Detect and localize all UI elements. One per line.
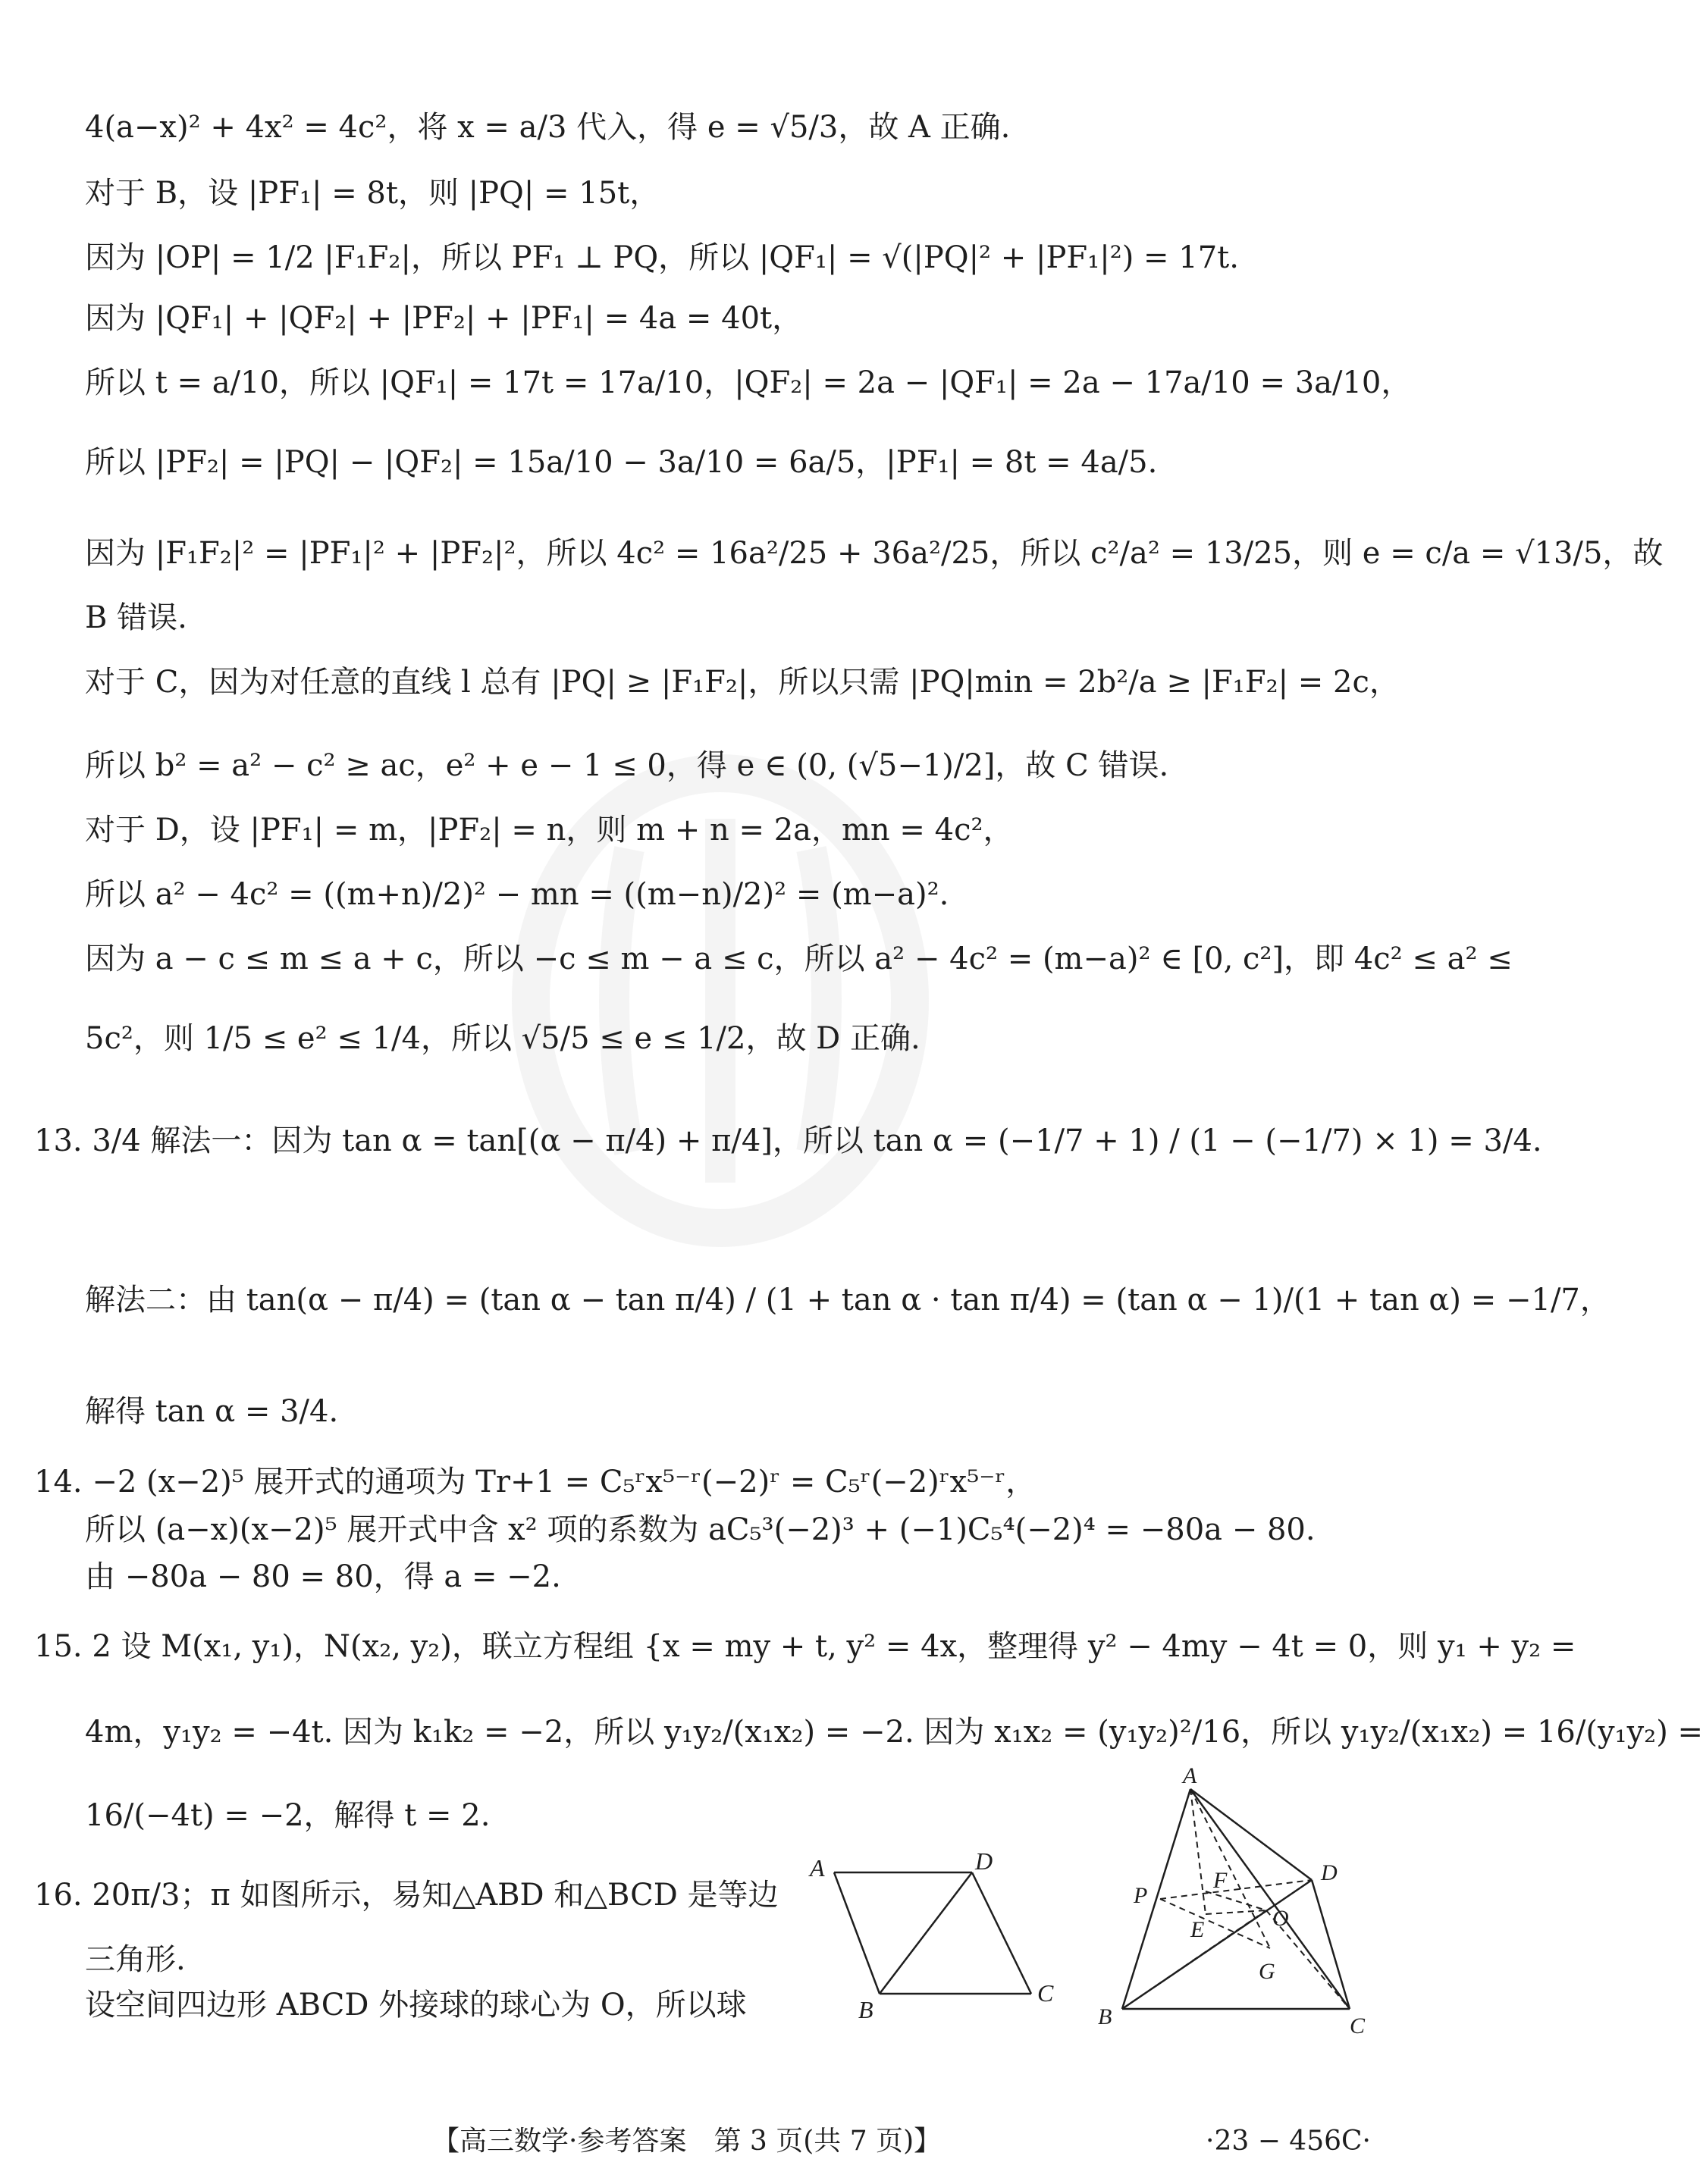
line-text: 所以 t = a/10，所以 |QF₁| = 17t = 17a/10，|QF₂| = 2a − |QF₁| = 2a − 17a/10 = 3a/10， xyxy=(85,365,1412,400)
line-text: 由 −80a − 80 = 80，得 a = −2. xyxy=(85,1559,561,1594)
line-text: 5c²，则 1/5 ≤ e² ≤ 1/4，所以 √5/5 ≤ e ≤ 1/2，故 D 正确. xyxy=(85,1021,920,1056)
label-G: G xyxy=(1259,1959,1275,1984)
line-text: 因为 |OP| = 1/2 |F₁F₂|，所以 PF₁ ⊥ PQ，所以 |QF₁| = √(|PQ|² + |PF₁|²) = 17t. xyxy=(85,240,1239,275)
label-A: A xyxy=(1183,1763,1197,1788)
line-text: 因为 |QF₁| + |QF₂| + |PF₂| + |PF₁| = 4a = 40t， xyxy=(85,301,803,336)
label-D: D xyxy=(1321,1860,1338,1885)
line-text: 解得 tan α = 3/4. xyxy=(85,1394,339,1429)
line-text: 所以 (a−x)(x−2)⁵ 展开式中含 x² 项的系数为 aC₅³(−2)³ + (−1)C₅⁴(−2)⁴ = −80a − 80. xyxy=(85,1512,1316,1547)
line-text: 因为 |F₁F₂|² = |PF₁|² + |PF₂|²，所以 4c² = 16a²/25 + 36a²/25，所以 c²/a² = 13/25，则 e = c/a = √13/5，故 xyxy=(85,536,1664,571)
label-C: C xyxy=(1037,1979,1054,2007)
label-D: D xyxy=(975,1847,993,1875)
line-text: 解法二：由 tan(α − π/4) = (tan α − tan π/4) / (1 + tan α · tan π/4) = (tan α − 1)/(1 + tan α) = −1/7， xyxy=(85,1283,1610,1318)
line-text: 所以 b² = a² − c² ≥ ac，e² + e − 1 ≤ 0，得 e ∈ (0, (√5−1)/2]，故 C 错误. xyxy=(85,748,1169,783)
label-P: P xyxy=(1134,1883,1148,1908)
line-text: 对于 B，设 |PF₁| = 8t，则 |PQ| = 15t， xyxy=(85,176,660,211)
line-text: 4(a−x)² + 4x² = 4c²，将 x = a/3 代入，得 e = √5/3，故 A 正确. xyxy=(85,110,1011,145)
line-text: 16/(−4t) = −2，解得 t = 2. xyxy=(85,1798,491,1833)
line-text: 15. 2 设 M(x₁, y₁)，N(x₂, y₂)，联立方程组 {x = my + t, y² = 4x，整理得 y² − 4my − 4t = 0，则 y₁ + y₂ = xyxy=(34,1629,1576,1664)
label-B: B xyxy=(858,1996,873,2023)
line-text: 三角形. xyxy=(85,1942,186,1977)
line-text: 因为 a − c ≤ m ≤ a + c，所以 −c ≤ m − a ≤ c，所以 a² − 4c² = (m−a)² ∈ [0, c²]，即 4c² ≤ a² ≤ xyxy=(85,942,1513,976)
line-text: B 错误. xyxy=(85,600,187,635)
line-text: 14. −2 (x−2)⁵ 展开式的通项为 Tr+1 = C₅ʳx⁵⁻ʳ(−2)ʳ = C₅ʳ(−2)ʳx⁵⁻ʳ， xyxy=(34,1465,1037,1499)
line-text: 4m，y₁y₂ = −4t. 因为 k₁k₂ = −2，所以 y₁y₂/(x₁x₂) = −2. 因为 x₁x₂ = (y₁y₂)²/16，所以 y₁y₂/(x₁x₂) = 16/(y₁y₂) = xyxy=(85,1715,1703,1750)
label-A: A xyxy=(810,1854,825,1882)
label-B: B xyxy=(1098,2004,1112,2029)
label-C: C xyxy=(1350,2013,1366,2038)
line-text: 对于 C，因为对任意的直线 l 总有 |PQ| ≥ |F₁F₂|，所以只需 |PQ|min = 2b²/a ≥ |F₁F₂| = 2c， xyxy=(85,665,1400,700)
line-text: 设空间四边形 ABCD 外接球的球心为 O，所以球 xyxy=(85,1988,747,2023)
label-O: O xyxy=(1272,1906,1289,1931)
line-text: 所以 a² − 4c² = ((m+n)/2)² − mn = ((m−n)/2)² = (m−a)². xyxy=(85,877,949,912)
label-F: F xyxy=(1213,1868,1228,1893)
figure-tetrahedron xyxy=(1092,1763,1395,2039)
line-text: 对于 D，设 |PF₁| = m，|PF₂| = n，则 m + n = 2a，mn = 4c²， xyxy=(85,813,1014,848)
figure-rhombus xyxy=(804,1842,1077,2024)
line-text: 13. 3/4 解法一：因为 tan α = tan[(α − π/4) + π/4]，所以 tan α = (−1/7 + 1) / (1 − (−1/7) × 1) = 3/4. xyxy=(34,1123,1542,1158)
line-text: 所以 |PF₂| = |PQ| − |QF₂| = 15a/10 − 3a/10 = 6a/5，|PF₁| = 8t = 4a/5. xyxy=(85,445,1158,480)
label-E: E xyxy=(1190,1917,1205,1942)
footer-right: ·23 − 456C· xyxy=(1206,2126,1372,2157)
footer-center: 【高三数学·参考答案 第 3 页(共 7 页)】 xyxy=(432,2126,942,2157)
line-text: 16. 20π/3；π 如图所示，易知△ABD 和△BCD 是等边 xyxy=(34,1878,779,1913)
